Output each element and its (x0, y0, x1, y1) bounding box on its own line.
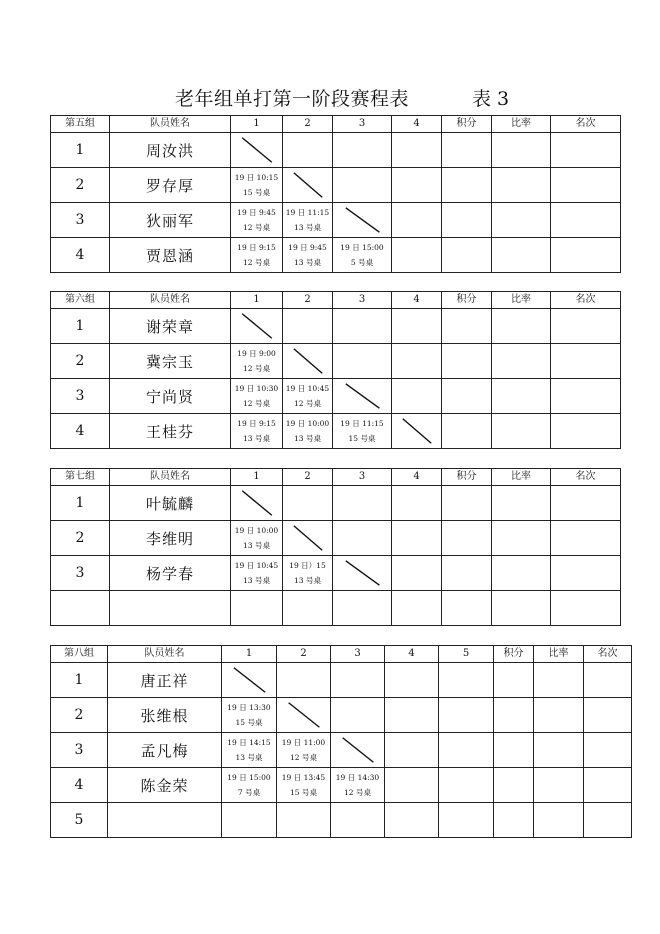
match-cell (283, 556, 333, 591)
rank-cell (551, 379, 621, 414)
player-name: 孟凡梅 (108, 733, 222, 768)
rank-cell (551, 591, 621, 626)
match-cell (392, 486, 442, 521)
rank-cell (551, 486, 621, 521)
match-schedule (277, 770, 330, 800)
header-cell: 4 (392, 469, 442, 486)
match-table-number: 13 号桌 (294, 258, 321, 267)
self-match-diagonal-cell (277, 698, 331, 733)
player-name: 谢荣章 (110, 309, 231, 344)
header-cell: 3 (333, 469, 392, 486)
ratio-cell (492, 556, 551, 591)
header-cell: 2 (283, 292, 333, 309)
match-schedule (231, 523, 282, 553)
match-time: 19 日 10:45 (234, 561, 279, 570)
self-match-diagonal-cell (392, 414, 442, 449)
match-schedule (231, 346, 282, 376)
match-cell (331, 768, 385, 803)
player-number: 1 (51, 663, 108, 698)
diagonal-slash-icon (283, 168, 332, 202)
match-schedule (333, 416, 391, 446)
table-row (51, 521, 621, 556)
header-cell: 第八组 (51, 646, 108, 663)
rank-cell (551, 521, 621, 556)
match-cell (283, 238, 333, 273)
table-row (51, 309, 621, 344)
page-title: 老年组单打第一阶段赛程表 (175, 88, 410, 110)
player-number: 3 (51, 556, 110, 591)
diagonal-slash-icon (222, 663, 276, 697)
match-table-number: 12 号桌 (294, 399, 321, 408)
match-schedule (231, 170, 282, 200)
ratio-cell (492, 591, 551, 626)
match-cell (392, 203, 442, 238)
match-cell (333, 238, 392, 273)
points-cell (442, 309, 492, 344)
player-number: 5 (51, 803, 108, 838)
match-cell (277, 803, 331, 838)
match-time: 19 日 13:45 (281, 773, 326, 782)
ratio-cell (534, 698, 584, 733)
header-cell: 名次 (551, 116, 621, 133)
header-cell: 比率 (534, 646, 584, 663)
self-match-diagonal-cell (331, 733, 385, 768)
ratio-cell (492, 486, 551, 521)
diagonal-slash-icon (331, 733, 384, 767)
match-cell (333, 521, 392, 556)
match-table-number: 12 号桌 (243, 258, 270, 267)
header-cell: 比率 (492, 469, 551, 486)
match-time: 19 日 11:15 (340, 419, 384, 428)
match-cell (439, 768, 494, 803)
ratio-cell (492, 414, 551, 449)
header-cell: 4 (385, 646, 439, 663)
header-cell: 1 (231, 116, 283, 133)
match-time: 19 日 11:00 (281, 738, 326, 747)
player-name: 冀宗玉 (110, 344, 231, 379)
match-cell (385, 663, 439, 698)
points-cell (442, 486, 492, 521)
header-cell: 积分 (494, 646, 534, 663)
match-cell (392, 309, 442, 344)
match-cell (231, 203, 283, 238)
match-time: 19 日 14:30 (335, 773, 380, 782)
header-cell: 4 (392, 116, 442, 133)
match-cell (283, 414, 333, 449)
match-table-number: 12 号桌 (344, 788, 371, 797)
match-cell (333, 168, 392, 203)
match-schedule (283, 381, 332, 411)
match-time: 19 日 9:00 (237, 349, 276, 358)
match-table-number: 7 号桌 (237, 788, 261, 797)
table-row (51, 379, 621, 414)
match-cell (392, 168, 442, 203)
ratio-cell (534, 803, 584, 838)
rank-cell (551, 309, 621, 344)
sheet-label: 表 3 (472, 88, 510, 110)
player-name: 张维根 (108, 698, 222, 733)
points-cell (442, 414, 492, 449)
player-name: 罗存厚 (110, 168, 231, 203)
match-schedule (231, 558, 282, 588)
match-time: 19 日 9:15 (237, 419, 276, 428)
player-name: 叶毓麟 (110, 486, 231, 521)
header-cell: 积分 (442, 469, 492, 486)
match-cell (231, 344, 283, 379)
player-number: 3 (51, 379, 110, 414)
match-cell (277, 768, 331, 803)
rank-cell (551, 344, 621, 379)
match-cell (333, 591, 392, 626)
header-cell: 1 (231, 469, 283, 486)
player-number: 2 (51, 521, 110, 556)
match-time: 19 日 15:00 (340, 243, 384, 252)
match-cell (439, 803, 494, 838)
match-table-number: 12 号桌 (243, 364, 270, 373)
header-cell: 名次 (551, 469, 621, 486)
match-table-number: 15 号桌 (348, 434, 376, 443)
diagonal-slash-icon (231, 486, 282, 520)
table-row (51, 698, 632, 733)
self-match-diagonal-cell (231, 309, 283, 344)
match-cell (439, 733, 494, 768)
header-cell: 队员姓名 (110, 292, 231, 309)
match-table-number: 12 号桌 (243, 223, 270, 232)
points-cell (442, 168, 492, 203)
table-row (51, 663, 632, 698)
match-schedule (277, 735, 330, 765)
rank-cell (551, 556, 621, 591)
match-cell (283, 203, 333, 238)
match-time: 19 日 10:45 (285, 384, 330, 393)
table-header-row (51, 646, 632, 663)
ratio-cell (492, 521, 551, 556)
match-cell (283, 379, 333, 414)
match-cell (283, 133, 333, 168)
self-match-diagonal-cell (283, 521, 333, 556)
match-cell (333, 133, 392, 168)
match-time: 19 日 9:45 (288, 243, 327, 252)
header-cell: 队员姓名 (110, 116, 231, 133)
header-cell: 积分 (442, 116, 492, 133)
ratio-cell (492, 379, 551, 414)
player-name: 王桂芬 (110, 414, 231, 449)
rank-cell (551, 168, 621, 203)
group-table-8 (50, 645, 632, 838)
header-cell: 第五组 (51, 116, 110, 133)
points-cell (494, 768, 534, 803)
rank-cell (584, 698, 632, 733)
match-schedule (283, 240, 332, 270)
table-row (51, 803, 632, 838)
match-schedule (222, 700, 276, 730)
table-row (51, 733, 632, 768)
match-time: 19 日 10:30 (234, 384, 279, 393)
ratio-cell (534, 733, 584, 768)
table-row (51, 168, 621, 203)
self-match-diagonal-cell (333, 203, 392, 238)
match-table-number: 15 号桌 (290, 788, 317, 797)
table-row (51, 414, 621, 449)
header-cell: 第六组 (51, 292, 110, 309)
header-cell: 1 (231, 292, 283, 309)
match-schedule (231, 416, 282, 446)
points-cell (494, 698, 534, 733)
table-row (51, 768, 632, 803)
match-time: 19 日 11:15 (285, 208, 330, 217)
table-header-row (51, 116, 621, 133)
match-cell (385, 803, 439, 838)
points-cell (494, 663, 534, 698)
match-cell (231, 521, 283, 556)
player-number: 2 (51, 168, 110, 203)
player-name: 唐正祥 (108, 663, 222, 698)
match-cell (222, 768, 277, 803)
match-time: 19 日 10:00 (234, 526, 279, 535)
points-cell (442, 556, 492, 591)
match-time: 19 日 10:00 (285, 419, 330, 428)
match-cell (231, 414, 283, 449)
match-schedule (333, 240, 391, 270)
match-time: 19 日 9:45 (237, 208, 276, 217)
match-cell (333, 344, 392, 379)
points-cell (442, 591, 492, 626)
ratio-cell (492, 133, 551, 168)
self-match-diagonal-cell (283, 344, 333, 379)
match-time: 19 日 9:15 (237, 243, 276, 252)
match-table-number: 5 号桌 (350, 258, 374, 267)
group-table-6 (50, 291, 621, 449)
rank-cell (584, 768, 632, 803)
header-cell: 队员姓名 (108, 646, 222, 663)
match-cell (392, 238, 442, 273)
match-table-number: 12 号桌 (243, 399, 270, 408)
match-cell (331, 663, 385, 698)
player-number: 1 (51, 486, 110, 521)
player-name: 周汝洪 (110, 133, 231, 168)
match-cell (331, 698, 385, 733)
match-schedule (231, 240, 282, 270)
match-schedule (331, 770, 384, 800)
ratio-cell (492, 203, 551, 238)
match-table-number: 13 号桌 (294, 576, 321, 585)
match-cell (392, 556, 442, 591)
match-schedule (231, 205, 282, 235)
header-cell: 比率 (492, 116, 551, 133)
player-name: 宁尚贤 (110, 379, 231, 414)
self-match-diagonal-cell (283, 168, 333, 203)
header-cell: 积分 (442, 292, 492, 309)
table-row (51, 486, 621, 521)
ratio-cell (492, 344, 551, 379)
rank-cell (584, 803, 632, 838)
self-match-diagonal-cell (231, 133, 283, 168)
rank-cell (584, 733, 632, 768)
header-cell: 2 (277, 646, 331, 663)
match-time: 19 日）15 (289, 561, 326, 570)
self-match-diagonal-cell (231, 486, 283, 521)
match-cell (392, 379, 442, 414)
self-match-diagonal-cell (333, 379, 392, 414)
ratio-cell (492, 238, 551, 273)
player-number (51, 591, 110, 626)
player-name: 杨学春 (110, 556, 231, 591)
table-row (51, 556, 621, 591)
match-cell (439, 663, 494, 698)
table-row (51, 203, 621, 238)
match-schedule (231, 381, 282, 411)
ratio-cell (534, 768, 584, 803)
rank-cell (584, 663, 632, 698)
match-cell (331, 803, 385, 838)
match-cell (392, 521, 442, 556)
diagonal-slash-icon (231, 309, 282, 343)
match-schedule (283, 205, 332, 235)
header-cell: 2 (283, 116, 333, 133)
match-cell (231, 168, 283, 203)
match-cell (392, 591, 442, 626)
player-name: 狄丽军 (110, 203, 231, 238)
table-header-row (51, 292, 621, 309)
table-row (51, 344, 621, 379)
diagonal-slash-icon (333, 379, 391, 413)
match-table-number: 13 号桌 (243, 576, 270, 585)
table-row (51, 591, 621, 626)
table-row (51, 238, 621, 273)
player-number: 4 (51, 768, 108, 803)
player-name: 李维明 (110, 521, 231, 556)
match-cell (231, 556, 283, 591)
match-cell (231, 238, 283, 273)
diagonal-slash-icon (283, 521, 332, 555)
match-cell (231, 591, 283, 626)
header-cell: 3 (331, 646, 385, 663)
match-table-number: 15 号桌 (243, 188, 270, 197)
player-number: 3 (51, 203, 110, 238)
player-number: 4 (51, 414, 110, 449)
match-cell (277, 733, 331, 768)
match-cell (385, 768, 439, 803)
match-cell (333, 309, 392, 344)
ratio-cell (534, 663, 584, 698)
header-cell: 4 (392, 292, 442, 309)
header-cell: 1 (222, 646, 277, 663)
rank-cell (551, 133, 621, 168)
header-cell: 第七组 (51, 469, 110, 486)
group-table-5 (50, 115, 621, 273)
diagonal-slash-icon (333, 556, 391, 590)
match-table-number: 13 号桌 (294, 434, 321, 443)
match-cell (283, 486, 333, 521)
rank-cell (551, 414, 621, 449)
match-cell (333, 414, 392, 449)
self-match-diagonal-cell (222, 663, 277, 698)
match-cell (222, 733, 277, 768)
match-table-number: 13 号桌 (243, 541, 270, 550)
match-schedule (222, 770, 276, 800)
match-schedule (283, 416, 332, 446)
points-cell (442, 521, 492, 556)
match-time: 19 日 10:15 (234, 173, 279, 182)
match-cell (283, 309, 333, 344)
player-number: 4 (51, 238, 110, 273)
player-name: 贾恩涵 (110, 238, 231, 273)
match-cell (392, 344, 442, 379)
header-cell: 2 (283, 469, 333, 486)
match-cell (222, 803, 277, 838)
match-table-number: 13 号桌 (243, 434, 270, 443)
diagonal-slash-icon (333, 203, 391, 237)
diagonal-slash-icon (231, 133, 282, 167)
ratio-cell (492, 168, 551, 203)
match-schedule (283, 558, 332, 588)
header-cell: 比率 (492, 292, 551, 309)
player-number: 2 (51, 698, 108, 733)
match-cell (231, 379, 283, 414)
player-name (110, 591, 231, 626)
points-cell (442, 379, 492, 414)
self-match-diagonal-cell (333, 556, 392, 591)
table-row (51, 133, 621, 168)
match-table-number: 13 号桌 (294, 223, 321, 232)
player-name: 陈金荣 (108, 768, 222, 803)
player-number: 1 (51, 309, 110, 344)
header-cell: 名次 (584, 646, 632, 663)
diagonal-slash-icon (277, 698, 330, 732)
match-time: 19 日 15:00 (227, 773, 271, 782)
header-cell: 3 (333, 292, 392, 309)
rank-cell (551, 203, 621, 238)
match-cell (283, 591, 333, 626)
points-cell (442, 203, 492, 238)
match-cell (439, 698, 494, 733)
match-table-number: 15 号桌 (235, 718, 263, 727)
match-table-number: 12 号桌 (290, 753, 317, 762)
rank-cell (551, 238, 621, 273)
points-cell (442, 344, 492, 379)
match-cell (222, 698, 277, 733)
header-cell: 名次 (551, 292, 621, 309)
match-cell (385, 733, 439, 768)
header-cell: 5 (439, 646, 494, 663)
header-cell: 3 (333, 116, 392, 133)
points-cell (494, 733, 534, 768)
points-cell (442, 133, 492, 168)
header-cell: 队员姓名 (110, 469, 231, 486)
match-cell (277, 663, 331, 698)
match-cell (333, 486, 392, 521)
diagonal-slash-icon (392, 414, 441, 448)
group-table-7 (50, 468, 621, 626)
ratio-cell (492, 309, 551, 344)
match-cell (385, 698, 439, 733)
player-number: 3 (51, 733, 108, 768)
points-cell (494, 803, 534, 838)
match-time: 19 日 13:30 (227, 703, 271, 712)
match-schedule (222, 735, 276, 765)
player-name (108, 803, 222, 838)
points-cell (442, 238, 492, 273)
diagonal-slash-icon (283, 344, 332, 378)
match-table-number: 13 号桌 (235, 753, 263, 762)
player-number: 1 (51, 133, 110, 168)
match-cell (392, 133, 442, 168)
match-time: 19 日 14:15 (227, 738, 271, 747)
player-number: 2 (51, 344, 110, 379)
table-header-row (51, 469, 621, 486)
